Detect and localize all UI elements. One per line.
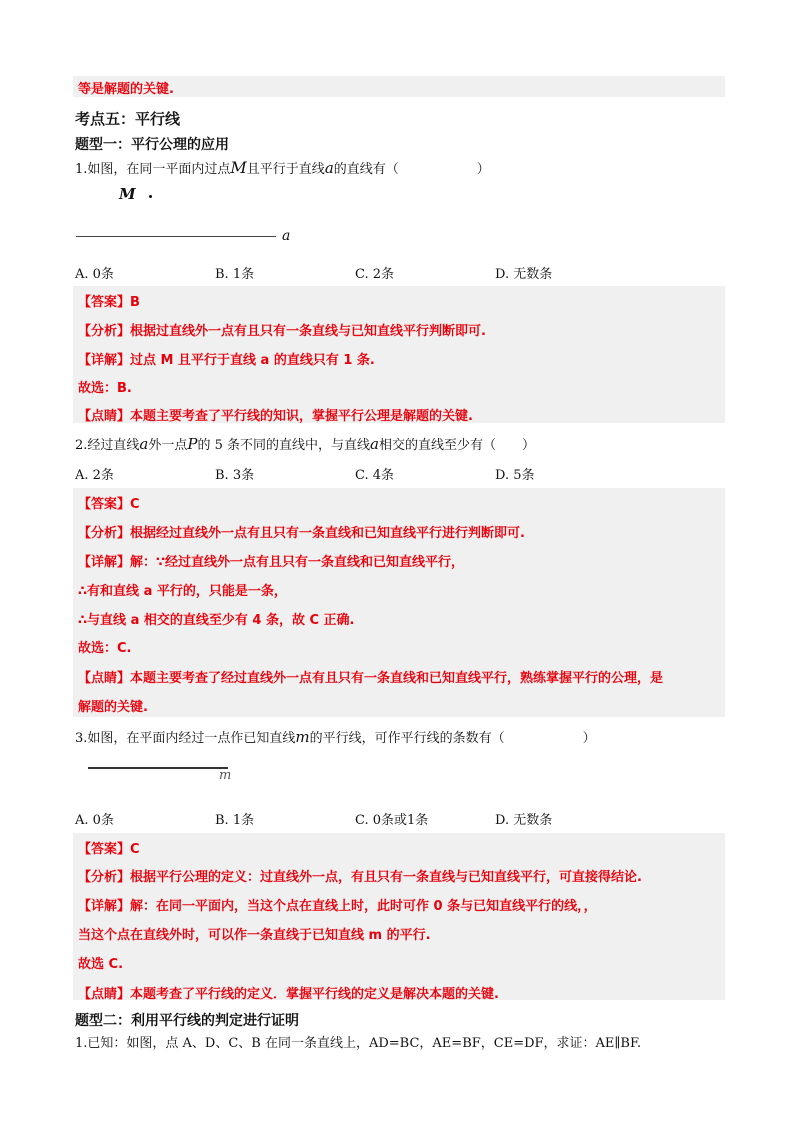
- q3-choose: 故选 C.: [78, 957, 124, 972]
- q2-detail-2: ∴有和直线 a 平行的，只能是一条，: [78, 584, 287, 599]
- q2-answer: 【答案】C: [78, 497, 140, 512]
- q2-option-b: B. 3条: [215, 468, 255, 483]
- q1-option-b: B. 1条: [215, 267, 255, 282]
- q3-comment: 【点睛】本题考查了平行线的定义．掌握平行线的定义是解决本题的关键.: [78, 987, 499, 1002]
- q4-stem: 1.已知：如图，点 A、D、C、B 在同一条直线上，AD=BC，AE=BF，CE=DF，求证：AE∥BF.: [75, 1036, 642, 1051]
- q2-option-c: C. 4条: [355, 468, 395, 483]
- q1-answer: 【答案】B: [78, 295, 140, 310]
- q1-stem: 1.如图，在同一平面内过点M且平行于直线a的直线有（ ）: [75, 158, 490, 177]
- q1-choose: 故选：B.: [78, 381, 132, 396]
- q1-line-label: a: [282, 228, 291, 244]
- q2-choose: 故选：C.: [78, 641, 132, 656]
- q1-point-dot: [149, 195, 152, 198]
- q3-detail-1: 【详解】解：在同一平面内，当这个点在直线上时，此时可作 0 条与已知直线平行的线，，: [78, 899, 597, 914]
- q2-detail-3: ∴与直线 a 相交的直线至少有 4 条，故 C 正确.: [78, 613, 355, 628]
- q2-comment-1: 【点睛】本题主要考查了经过直线外一点有且只有一条直线和已知直线平行，熟练掌握平行的公理，是: [78, 671, 664, 686]
- q3-line-label: m: [219, 768, 232, 783]
- q3-option-b: B. 1条: [215, 813, 255, 828]
- q2-comment-2: 解题的关键.: [78, 700, 148, 715]
- q3-option-c: C. 0条或1条: [355, 813, 429, 828]
- intro-text: 等是解题的关键.: [78, 82, 174, 97]
- q1-point-label: M: [119, 185, 136, 203]
- q3-line-m: [88, 767, 228, 769]
- q2-detail-1: 【详解】解：∵经过直线外一点有且只有一条直线和已知直线平行，: [78, 555, 465, 570]
- q1-analysis: 【分析】根据过直线外一点有且只有一条直线与已知直线平行判断即可.: [78, 324, 486, 339]
- q3-answer-box: [73, 833, 725, 1000]
- q1-comment: 【点睛】本题主要考查了平行线的知识，掌握平行公理是解题的关键.: [78, 409, 473, 424]
- q3-answer: 【答案】C: [78, 842, 140, 857]
- q3-option-a: A. 0条: [75, 813, 114, 828]
- q2-analysis: 【分析】根据经过直线外一点有且只有一条直线和已知直线平行进行判断即可.: [78, 526, 525, 541]
- q2-option-a: A. 2条: [75, 468, 114, 483]
- q3-detail-2: 当这个点在直线外时，可以作一条直线于已知直线 m 的平行.: [78, 928, 431, 943]
- q3-option-d: D. 无数条: [495, 813, 553, 828]
- section-title: 考点五：平行线: [75, 110, 181, 128]
- q1-option-a: A. 0条: [75, 267, 114, 282]
- type2-title: 题型二：利用平行线的判定进行证明: [75, 1013, 299, 1029]
- q1-option-d: D. 无数条: [495, 267, 553, 282]
- q1-option-c: C. 2条: [355, 267, 395, 282]
- q3-analysis: 【分析】根据平行公理的定义：过直线外一点，有且只有一条直线与已知直线平行，可直接得结论.: [78, 870, 642, 885]
- q3-stem: 3.如图，在平面内经过一点作已知直线m的平行线，可作平行线的条数有（ ）: [75, 728, 596, 746]
- q2-option-d: D. 5条: [495, 468, 535, 483]
- q1-line-a: [76, 236, 276, 237]
- q1-detail: 【详解】过点 M 且平行于直线 a 的直线只有 1 条.: [78, 353, 375, 368]
- q2-stem: 2.经过直线a外一点P的 5 条不同的直线中，与直线a相交的直线至少有（ ）: [75, 435, 535, 453]
- type1-title: 题型一：平行公理的应用: [75, 137, 229, 153]
